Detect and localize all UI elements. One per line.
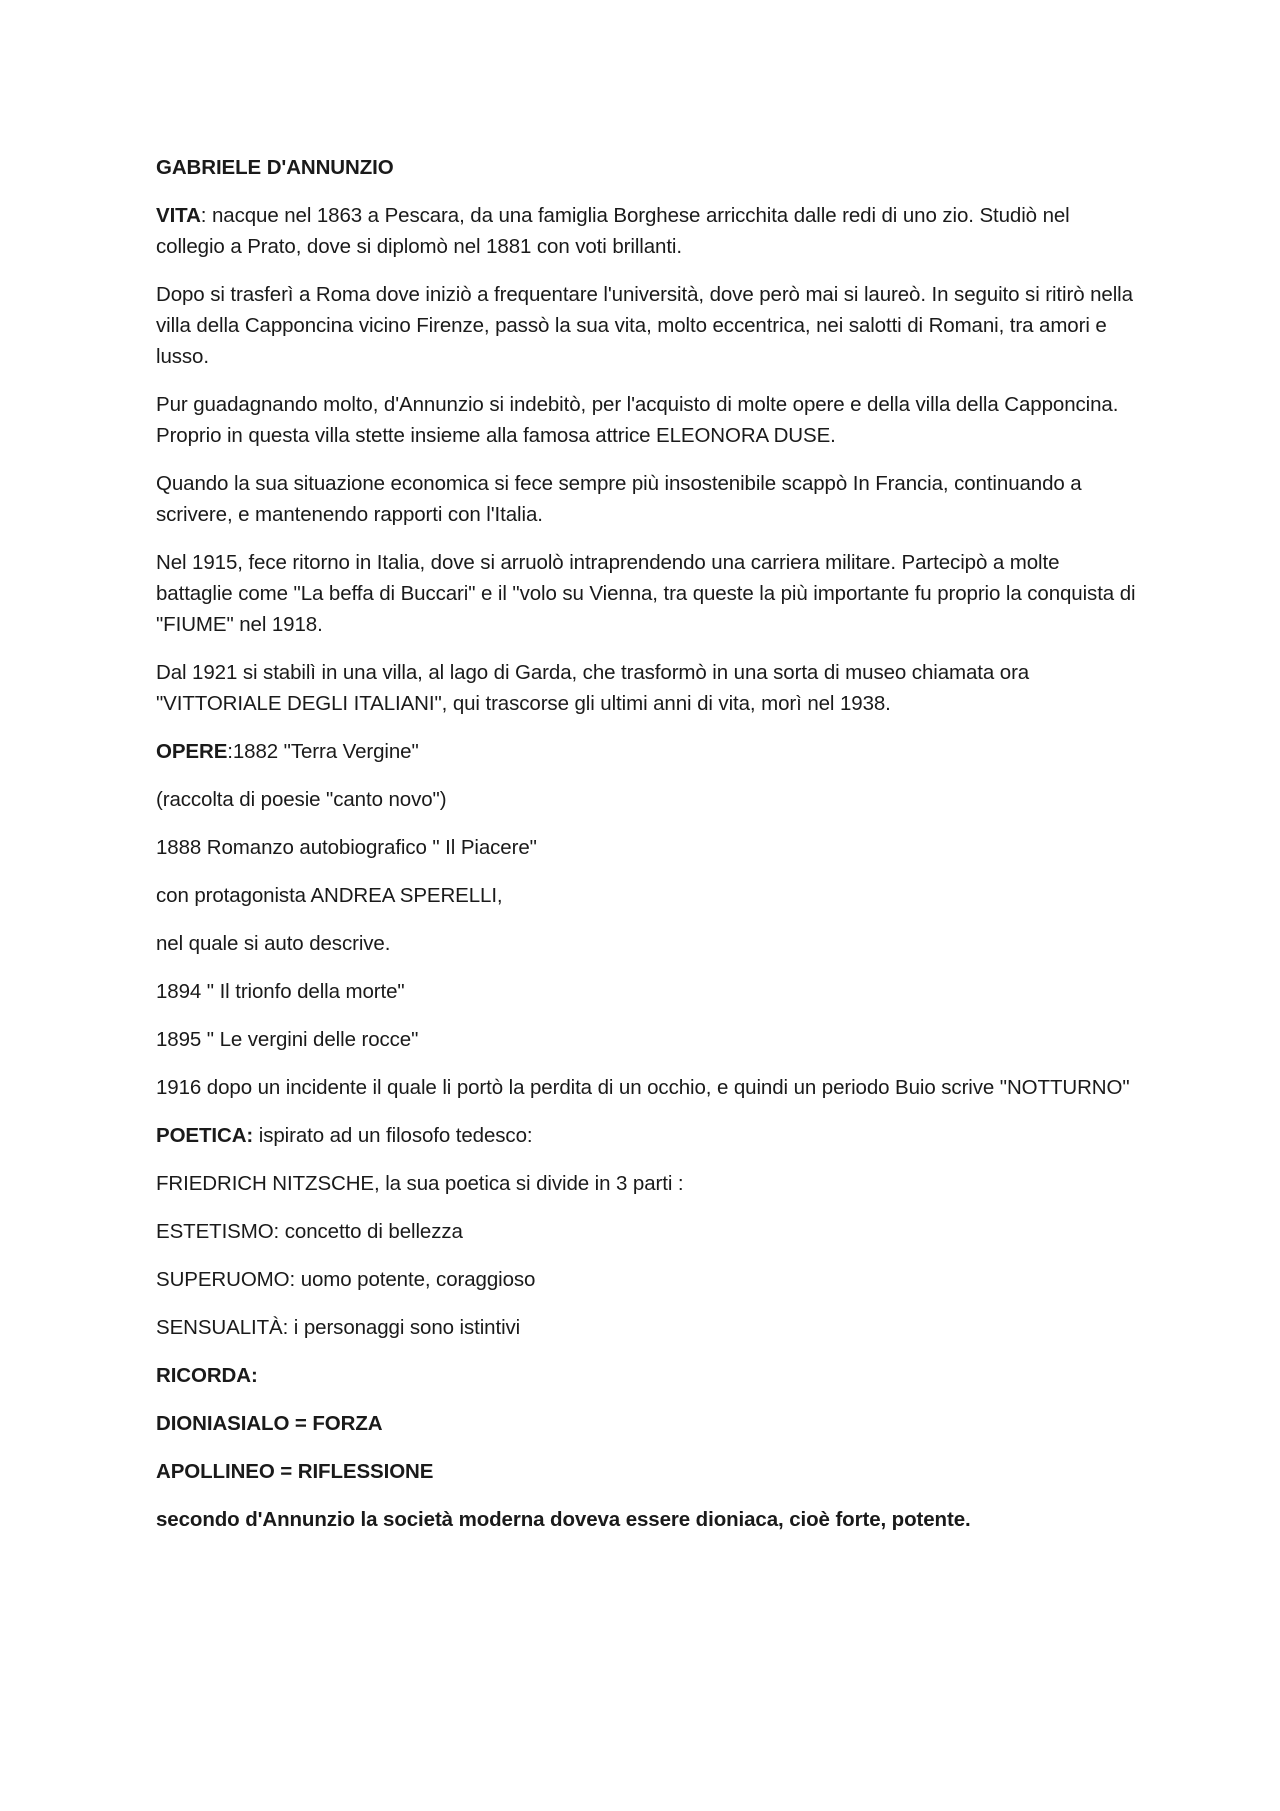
ricorda-conclusion: secondo d'Annunzio la società moderna doveva essere dioniaca, cioè forte, potente. <box>156 1508 971 1531</box>
opere-line: con protagonista ANDREA SPERELLI, <box>156 884 503 907</box>
poetica-heading-line <box>156 1120 1136 1151</box>
vita-label: VITA <box>156 204 201 227</box>
opere-line: 1894 " Il trionfo della morte" <box>156 980 405 1003</box>
opere-heading-line <box>156 736 1136 767</box>
poetica-intro: ispirato ad un filosofo tedesco: <box>253 1124 533 1147</box>
opere-first-work: :1882 "Terra Vergine" <box>227 740 419 763</box>
vita-paragraph-3: Pur guadagnando molto, d'Annunzio si indebitò, per l'acquisto di molte opere e della villa della Capponcina. Proprio in questa villa stette insieme alla famosa attrice ELEONORA DUSE. <box>156 393 1119 447</box>
opere-line: 1895 " Le vergini delle rocce" <box>156 1028 419 1051</box>
opere-line: 1888 Romanzo autobiografico " Il Piacere" <box>156 836 537 859</box>
poetica-line: ESTETISMO: concetto di bellezza <box>156 1220 463 1243</box>
opere-line: (raccolta di poesie "canto novo") <box>156 788 447 811</box>
opere-line: 1916 dopo un incidente il quale li portò la perdita di un occhio, e quindi un periodo Buio scrive "NOTTURNO" <box>156 1076 1130 1099</box>
document-title: GABRIELE D'ANNUNZIO <box>156 156 394 179</box>
vita-paragraph-6: Dal 1921 si stabilì in una villa, al lago di Garda, che trasformò in una sorta di museo chiamata ora "VITTORIALE DEGLI ITALIANI", qui trascorse gli ultimi anni di vita, morì nel 1938. <box>156 661 1030 715</box>
poetica-line: SENSUALITÀ: i personaggi sono istintivi <box>156 1316 521 1339</box>
ricorda-line: DIONIASIALO = FORZA <box>156 1412 383 1435</box>
opere-label: OPERE <box>156 740 228 763</box>
poetica-line: SUPERUOMO: uomo potente, coraggioso <box>156 1268 536 1291</box>
vita-paragraph-2: Dopo si trasferì a Roma dove iniziò a frequentare l'università, dove però mai si laureò. In seguito si ritirò nella villa della Capponcina vicino Firenze, passò la sua vita, molto eccentrica, nei salotti di Romani, tra amori e lusso. <box>156 283 1133 368</box>
vita-paragraph-4: Quando la sua situazione economica si fece sempre più insostenibile scappò In Francia, continuando a scrivere, e mantenendo rapporti con l'Italia. <box>156 472 1082 526</box>
vita-paragraph-5: Nel 1915, fece ritorno in Italia, dove si arruolò intraprendendo una carriera militare. Partecipò a molte battaglie come "La beffa di Buccari" e il "volo su Vienna, tra queste la più importante fu proprio la conquista di "FIUME" nel 1918. <box>156 551 1136 636</box>
vita-text-1: : nacque nel 1863 a Pescara, da una famiglia Borghese arricchita dalle redi di uno zio. Studiò nel collegio a Prato, dove si diplomò nel 1881 con voti brillanti. <box>156 204 1070 258</box>
ricorda-line: APOLLINEO = RIFLESSIONE <box>156 1460 434 1483</box>
document-page <box>156 152 1136 1552</box>
poetica-line: FRIEDRICH NITZSCHE, la sua poetica si divide in 3 parti : <box>156 1172 684 1195</box>
opere-line: nel quale si auto descrive. <box>156 932 391 955</box>
ricorda-label: RICORDA: <box>156 1364 258 1387</box>
vita-paragraph-1 <box>156 200 1136 262</box>
poetica-label: POETICA: <box>156 1124 254 1147</box>
